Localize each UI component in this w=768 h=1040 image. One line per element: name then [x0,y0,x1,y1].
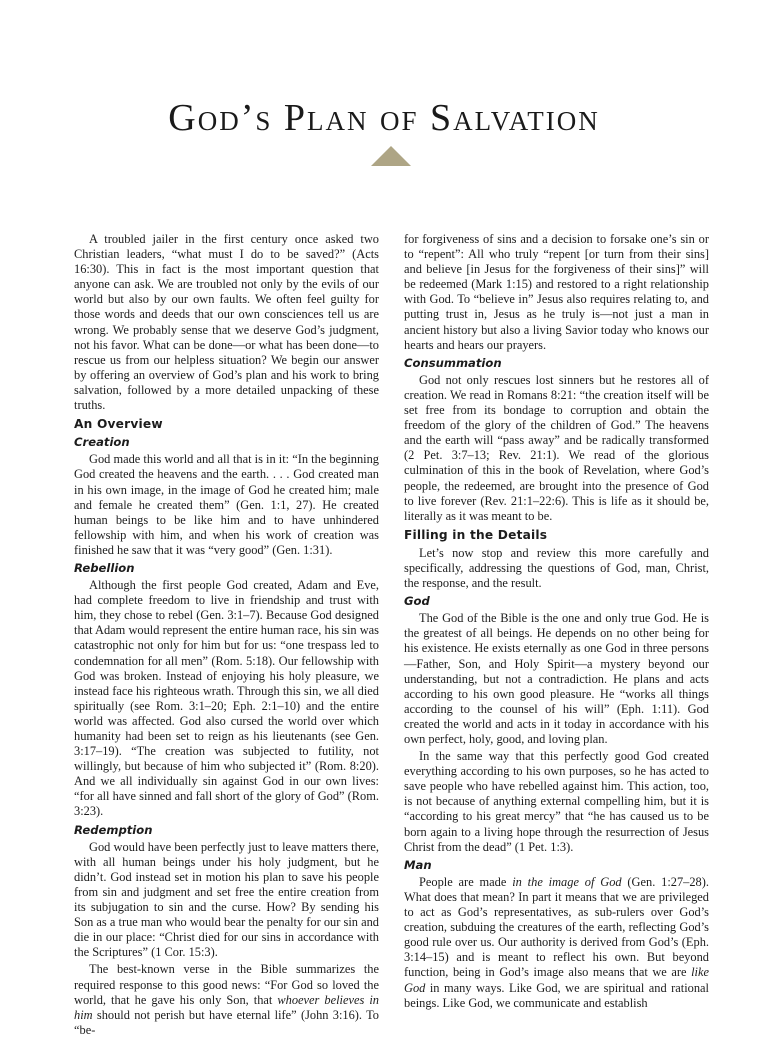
consummation-heading: Consummation [404,355,502,370]
left-column [74,232,379,1040]
redemption-text-part: The best-known verse in the Bible summarizes the required response to this good news: “For God so loved the world, that he gave his only Son, that [74,962,379,1007]
creation-paragraph: God made this world and all that is in it: “In the beginning God created the heavens and the earth. . . . God created man in his own image, in the image of God he created him; male and female he created them” (Gen. 1:1, 27). He created human beings to be like him and to have unhindered fellowship with him, and when his work of creation was finished he saw that it was “very good” (Gen. 1:31). [74,452,379,557]
man-text-part: in many ways. Like God, we are spiritual and rational beings. Like God, we communicate and establish [404,980,709,1010]
man-text-part: (Gen. 1:27–28). What does that mean? In part it means that we are privileged to act as God’s representatives, as sub-rulers over God’s creation, subduing the creatures of the earth, reflecting God’s good rule over us. Our authority is derived from God’s (Eph. 3:14–15) and is meant to reflect his own. But beyond function, being in God’s image also means that we are [404,874,709,980]
details-heading: Filling in the Details [404,527,548,542]
god-heading: God [404,594,430,609]
right-column [404,232,709,1013]
god-paragraph-2: In the same way that this perfectly good God created everything according to his own purposes, so he has acted to save people who have rebelled against him. This action, too, is not because of anything external compelling him, but it is “according to his great mercy” that “he has caused us to be born again to a living hope through the resurrection of Jesus Christ from the dead” (1 Pet. 1:3). [404,749,709,854]
redemption-emphasis: whoever believes in him [74,992,379,1022]
redemption-text-part: should not perish but have eternal life” (John 3:16). To “be- [74,1007,379,1037]
redemption-paragraph-2 [74,962,379,1037]
man-paragraph [404,875,709,1011]
overview-heading: An Overview [74,417,163,432]
intro-paragraph: A troubled jailer in the first century once asked two Christian leaders, “what must I do to be saved?” (Acts 16:30). This in fact is the most important question that anyone can ask. We are troubled not only by the evils of our world but also by our own faults. We often feel guilty for those words and deeds that our own consciences tell us are wrong. We probably sense that we deserve God’s judgment, not his favor. What can be done—or what has been done—to rescue us from our helpless situation? We begin our answer by offering an overview of God’s plan and his work to bring salvation, followed by a more detailed unpacking of these truths. [74,232,379,413]
rebellion-paragraph: Although the first people God created, Adam and Eve, had complete freedom to live in friendship and trust with him, they chose to rebel (Gen. 3:1–7). Because God designed that Adam would represent the entire human race, his sin was catastrophic not only for him but for us: “one trespass led to condemnation for all men” (Rom. 5:18). Our fellowship with God was broken. Instead of enjoying his holy pleasure, we instead face his righteous wrath. Through this sin, we all died spiritually (see Rom. 3:1–20; Eph. 2:1–10) and the entire world was affected. God also cursed the world over which humanity had been set to reign as his lieutenants (see Gen. 3:17–19). “The creation was subjected to futility, not willingly, but because of him who subjected it” (Rom. 8:20). And we all individually sin against God in our own lives: “for all have sinned and fall short of the glory of God” (Rom. 3:23). [74,578,379,819]
details-paragraph: Let’s now stop and review this more carefully and specifically, addressing the questions of God, man, Christ, the response, and the result. [404,545,709,591]
triangle-ornament-icon [371,146,411,166]
god-paragraph: The God of the Bible is the one and only true God. He is the greatest of all beings. He depends on no other being for his existence. He exists eternally as one God in three persons—Father, Son, and Holy Spirit—a mystery beyond our understanding, but not a contradiction. He plans and acts according to his own good pleasure. He “works all things according to the counsel of his will” (Eph. 1:11). God created the world and acts in it today in accordance with his own perfect, holy, good, and loving plan. [404,611,709,746]
redemption-heading: Redemption [74,822,153,837]
man-text-part: People are made [419,874,513,889]
rebellion-heading: Rebellion [74,560,135,575]
man-emphasis-2: like God [404,965,709,995]
man-heading: Man [404,857,432,872]
continuation-paragraph: for forgiveness of sins and a decision to forsake one’s sin or to “repent”: All who truly “repent [or turn from their sins] and believe [in Jesus for the forgiveness of their sins]” will be redeemed (Mark 1:15) and restored to a right relationship with God. To “believe in” Jesus also requires relating to, and putting trust in, Jesus as he truly is—not just a man in ancient history but also a living Savior today who knows our hearts and hears our prayers. [404,232,709,352]
consummation-paragraph: God not only rescues lost sinners but he restores all of creation. We read in Romans 8:21: “the creation itself will be set free from its bondage to corruption and obtain the freedom of the glory of the children of God.” The heavens and the earth will “pass away” and be radically transformed (2 Pet. 3:7–13; Rev. 21:1). We read of the glorious culmination of this in the book of Revelation, where God’s people, the redeemed, are brought into the presence of God to live forever (Rev. 21:1–22:6). This is life as it should be, literally as it was meant to be. [404,372,709,523]
redemption-paragraph: God would have been perfectly just to leave matters there, with all human beings under his holy judgment, but he didn’t. God instead set in motion his plan to save his people from sin and judgment and set free the entire creation from its subjugation to sin and the curse. How? By sending his Son as a true man who would bear the penalty for our sin and die in our place: “Christ died for our sins in accordance with the Scriptures” (1 Cor. 15:3). [74,839,379,960]
man-emphasis: in the image of God [512,874,622,889]
creation-heading: Creation [74,435,130,450]
page-title: God’s Plan of Salvation [168,97,600,139]
